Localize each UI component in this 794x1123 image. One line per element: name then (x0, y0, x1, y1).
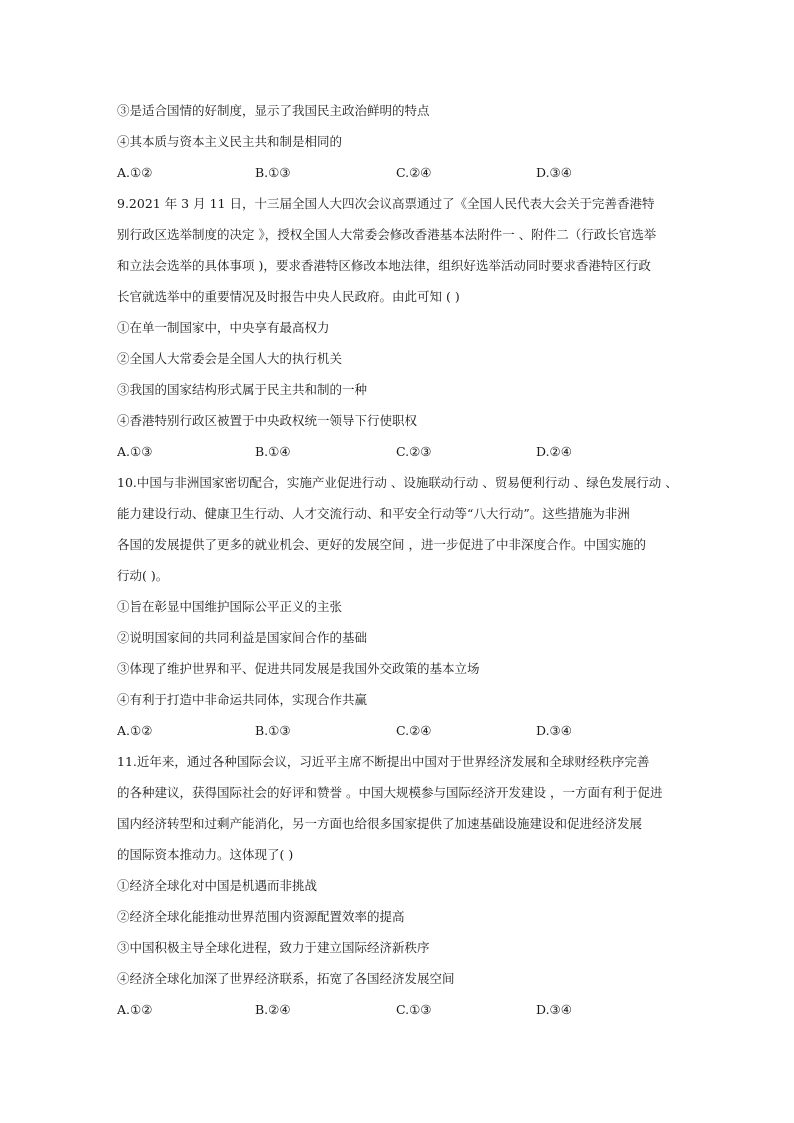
q9-item-1: ①在单一制国家中，中央享有最高权力 (117, 320, 330, 335)
q8-item-4: ④其本质与资本主义民主共和制是相同的 (117, 134, 343, 149)
question-11 (117, 746, 687, 1025)
q9-item-4: ④香港特别行政区被置于中央政权统一领导下行使职权 (117, 413, 418, 428)
q9-stem-line: 别行政区选举制度的决定 》，授权全国人大常委会修改香港基本法附件一 、附件二（行政长官选举 (117, 227, 657, 242)
q11-stem-line: 的各种建议，获得国际社会的好评和赞誉 。中国大规模参与国际经济开发建设 ，一方面有利于促进 (117, 785, 663, 800)
question-8-tail (117, 95, 687, 188)
q8-options (117, 157, 687, 188)
question-10 (117, 467, 687, 746)
q10-item-1: ①旨在彰显中国维护国际公平正义的主张 (117, 599, 343, 614)
q11-stem-line: 的国际资本推动力。这体现了( ) (117, 847, 294, 862)
q8-option-c: C.②④ (396, 165, 432, 180)
q8-option-d: D.③④ (536, 165, 572, 180)
q8-option-a: A.①② (117, 165, 153, 180)
q9-item-2: ②全国人大常委会是全国人大的执行机关 (117, 351, 343, 366)
q10-item-2: ②说明国家间的共同利益是国家间合作的基础 (117, 630, 368, 645)
q10-stem-line: 10.中国与非洲国家密切配合，实施产业促进行动 、设施联动行动 、贸易便利行动 、绿色发展行动 、 (117, 475, 678, 490)
q9-option-b: B.①④ (255, 444, 291, 459)
q9-stem-line: 9.2021 年 3 月 11 日，十三届全国人大四次会议高票通过了《全国人民代表大会关于完善香港特 (117, 196, 655, 211)
q10-stem-line: 各国的发展提供了更多的就业机会、更好的发展空间 ，进一步促进了中非深度合作。中国实施的 (117, 537, 646, 552)
q10-option-c: C.②④ (396, 723, 432, 738)
q9-options (117, 436, 687, 467)
q9-option-a: A.①③ (117, 444, 153, 459)
q11-stem-line: 11.近年来，通过各种国际会议，习近平主席不断提出中国对于世界经济发展和全球财经秩序完善 (117, 754, 650, 769)
q9-option-c: C.②③ (396, 444, 432, 459)
q11-item-3: ③中国积极主导全球化进程，致力于建立国际经济新秩序 (117, 940, 430, 955)
question-9 (117, 188, 687, 467)
q9-stem-line: 长官就选举中的重要情况及时报告中央人民政府。由此可知 ( ) (117, 289, 460, 304)
q11-option-d: D.③④ (536, 1002, 572, 1017)
q11-option-c: C.①③ (396, 1002, 432, 1017)
exam-page (117, 95, 687, 1025)
q11-stem-line: 国内经济转型和过剩产能消化，另一方面也给很多国家提供了加速基础设施建设和促进经济发展 (117, 816, 643, 831)
q11-options (117, 994, 687, 1025)
q11-option-a: A.①② (117, 1002, 153, 1017)
q9-option-d: D.②④ (536, 444, 572, 459)
q10-stem-line: 能力建设行动、健康卫生行动、人才交流行动、和平安全行动等“八大行动”。这些措施为非洲 (117, 506, 630, 521)
q10-item-4: ④有利于打造中非命运共同体，实现合作共赢 (117, 692, 368, 707)
q10-option-d: D.③④ (536, 723, 572, 738)
q9-stem-line: 和立法会选举的具体事项 )，要求香港特区修改本地法律，组织好选举活动同时要求香港特区行政 (117, 258, 651, 273)
q11-option-b: B.②④ (255, 1002, 291, 1017)
q11-item-1: ①经济全球化对中国是机遇而非挑战 (117, 878, 318, 893)
q10-stem-line: 行动( )。 (117, 568, 169, 583)
q8-item-3: ③是适合国情的好制度，显示了我国民主政治鲜明的特点 (117, 103, 430, 118)
q10-options (117, 715, 687, 746)
q8-option-b: B.①③ (255, 165, 291, 180)
q10-option-a: A.①② (117, 723, 153, 738)
q11-item-4: ④经济全球化加深了世界经济联系，拓宽了各国经济发展空间 (117, 971, 455, 986)
q10-item-3: ③体现了维护世界和平、促进共同发展是我国外交政策的基本立场 (117, 661, 480, 676)
q9-item-3: ③我国的国家结构形式属于民主共和制的一种 (117, 382, 368, 397)
q10-option-b: B.①③ (255, 723, 291, 738)
q11-item-2: ②经济全球化能推动世界范围内资源配置效率的提高 (117, 909, 405, 924)
